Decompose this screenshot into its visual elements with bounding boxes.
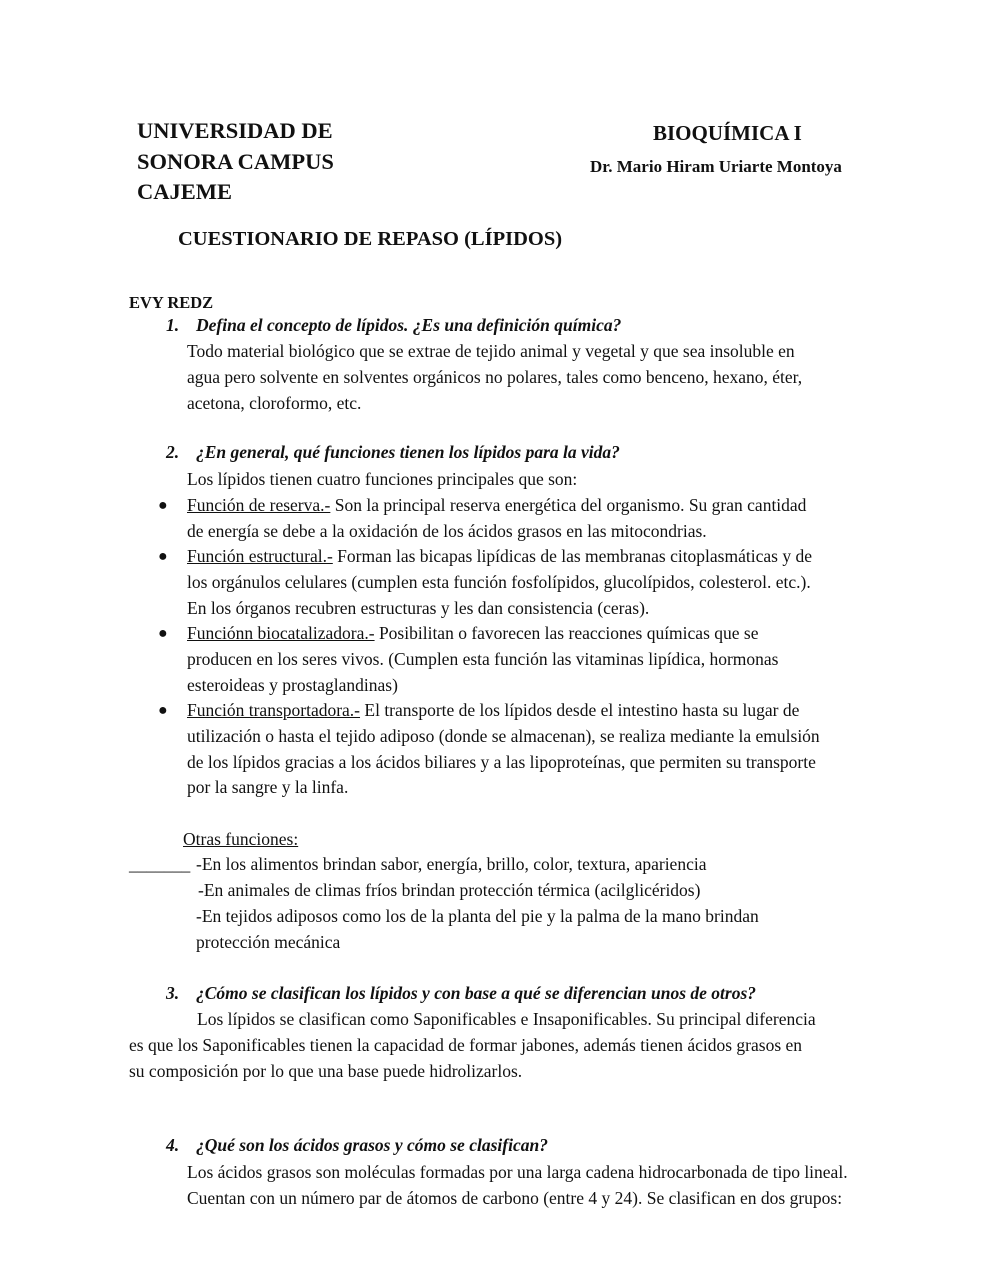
bullet-glyph: ● (158, 625, 168, 642)
university-name (137, 116, 334, 208)
answer-1 (187, 339, 802, 416)
other-function-line: -En tejidos adiposos como los de la planta del pie y la palma de la mano brindan (196, 906, 759, 926)
question-text: ¿Qué son los ácidos grasos y cómo se clasifican? (196, 1135, 548, 1155)
function-term: Función transportadora.- (187, 700, 361, 720)
list-item (187, 544, 812, 621)
bullet-glyph: ● (158, 548, 168, 565)
bullet-glyph: ● (158, 497, 168, 514)
list-item (187, 493, 806, 545)
answer-line: agua pero solvente en solventes orgánicos no polares, tales como benceno, hexano, éter, (187, 366, 803, 387)
question-3 (166, 983, 756, 1004)
question-text: ¿En general, qué funciones tienen los lípidos para la vida? (196, 442, 620, 462)
answer-4 (187, 1160, 848, 1212)
function-text-line: producen en los seres vivos. (Cumplen esta función las vitaminas lipídica, hormonas (187, 648, 779, 669)
answer-line: acetona, cloroformo, etc. (187, 392, 362, 413)
other-functions-blank: _______ (129, 854, 191, 874)
university-line: UNIVERSIDAD DE (137, 118, 333, 143)
function-text-line: de los lípidos gracias a los ácidos biliares y a las lipoproteínas, que permiten su transporte (187, 751, 816, 772)
function-text: Forman las bicapas lipídicas de las membranas citoplasmáticas y de (332, 546, 812, 566)
answer-line: Los lípidos se clasifican como Saponificables e Insaponificables. Su principal diferencia (197, 1009, 816, 1029)
function-term: Función de reserva.- (187, 495, 331, 515)
university-line: SONORA CAMPUS (137, 148, 334, 174)
question-text: ¿Cómo se clasifican los lípidos y con base a qué se diferencian unos de otros? (196, 983, 756, 1003)
answer-line: Cuentan con un número par de átomos de carbono (entre 4 y 24). Se clasifican en dos grupos: (187, 1187, 843, 1208)
question-number: 3. (166, 983, 180, 1003)
answer-2-intro: Los lípidos tienen cuatro funciones principales que son: (187, 469, 578, 489)
answer-line: Todo material biológico que se extrae de tejido animal y vegetal y que sea insoluble en (187, 341, 795, 361)
list-item (187, 621, 778, 698)
function-text-line: de energía se debe a la oxidación de los ácidos grasos en las mitocondrias. (187, 520, 707, 541)
function-text-line: los orgánulos celulares (cumplen esta función fosfolípidos, glucolípidos, colesterol. etc.). (187, 571, 811, 592)
other-function-line: protección mecánica (196, 932, 341, 952)
function-text-line: por la sangre y la linfa. (187, 777, 349, 798)
question-number: 4. (166, 1135, 180, 1155)
bullet-glyph: ● (158, 702, 168, 719)
function-text: Posibilitan o favorecen las reacciones químicas que se (374, 623, 759, 643)
author-name: EVY REDZ (129, 293, 214, 312)
question-1 (166, 315, 621, 336)
function-text: El transporte de los lípidos desde el intestino hasta su lugar de (360, 700, 800, 720)
question-number: 2. (166, 442, 180, 462)
function-text-line: esteroideas y prostaglandinas) (187, 674, 398, 695)
other-function-line: -En animales de climas fríos brindan protección térmica (acilglicéridos) (198, 880, 701, 900)
question-text: Defina el concepto de lípidos. ¿Es una definición química? (196, 315, 622, 335)
function-term: Funciónn biocatalizadora.- (187, 623, 375, 643)
other-functions-heading: Otras funciones: (183, 829, 299, 849)
university-line: CAJEME (137, 179, 232, 204)
answer-line: su composición por lo que una base puede hidrolizarlos. (129, 1061, 523, 1081)
list-item (187, 698, 820, 801)
function-text: Son la principal reserva energética del organismo. Su gran cantidad (330, 495, 807, 515)
question-2 (166, 442, 620, 463)
function-term: Función estructural.- (187, 546, 333, 566)
question-4 (166, 1135, 548, 1156)
course-title: BIOQUÍMICA I (653, 121, 802, 145)
question-number: 1. (166, 315, 180, 335)
function-text-line: utilización o hasta el tejido adiposo (donde se almacenan), se realiza mediante la emulsión (187, 725, 820, 746)
professor-name: Dr. Mario Hiram Uriarte Montoya (590, 157, 842, 176)
other-function-line: -En los alimentos brindan sabor, energía, brillo, color, textura, apariencia (196, 854, 707, 874)
answer-line: es que los Saponificables tienen la capacidad de formar jabones, además tienen ácidos grasos en (129, 1035, 803, 1055)
answer-line: Los ácidos grasos son moléculas formadas por una larga cadena hidrocarbonada de tipo lineal. (187, 1162, 848, 1182)
function-text-line: En los órganos recubren estructuras y les dan consistencia (ceras). (187, 597, 650, 618)
page-title: CUESTIONARIO DE REPASO (LÍPIDOS) (178, 228, 563, 250)
